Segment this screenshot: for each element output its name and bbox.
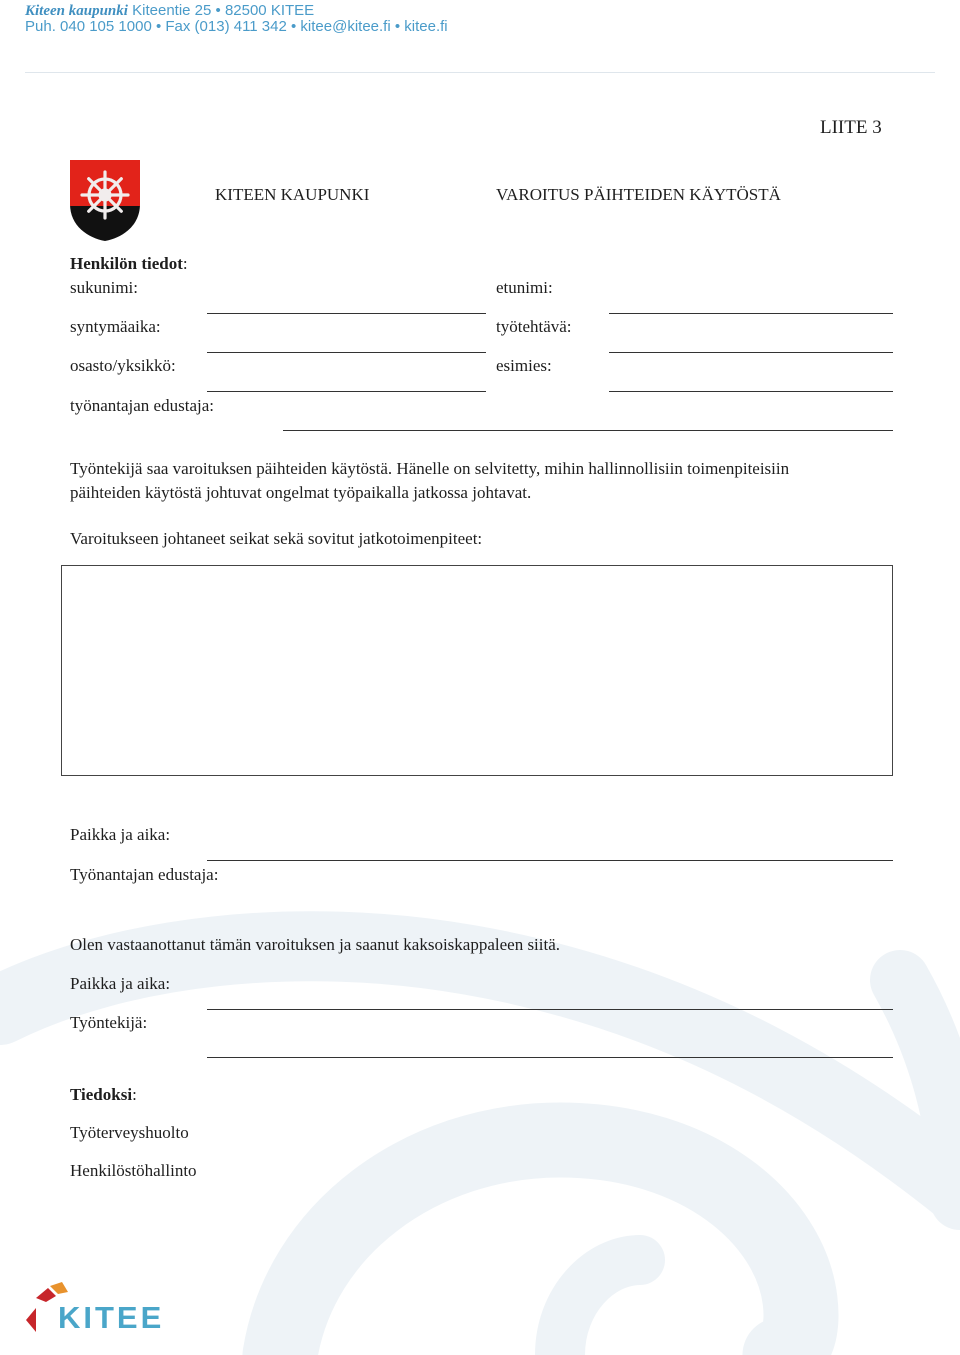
reasons-label: Varoitukseen johtaneet seikat sekä sovitut jatkotoimenpiteet: — [70, 529, 483, 548]
job-title-label: työtehtävä: — [496, 317, 572, 336]
surname-label: sukunimi: — [70, 278, 139, 297]
document-title: VAROITUS PÄIHTEIDEN KÄYTÖSTÄ — [496, 185, 781, 204]
person-heading-colon: : — [182, 254, 188, 273]
receipt-statement: Olen vastaanottanut tämän varoituksen ja saanut kaksoiskappaleen siitä. — [70, 935, 561, 954]
department-field[interactable] — [207, 391, 486, 392]
employer-rep-field[interactable] — [283, 430, 893, 431]
distribution-heading — [70, 1085, 137, 1105]
employer-signature-label: Työnantajan edustaja: — [70, 865, 219, 884]
supervisor-field[interactable] — [609, 391, 893, 392]
distribution-recipient: Työterveyshuolto — [70, 1123, 189, 1142]
distribution-recipient: Henkilöstöhallinto — [70, 1161, 197, 1180]
letterhead-divider — [25, 72, 935, 73]
birth-date-label: syntymäaika: — [70, 317, 161, 336]
attachment-label: LIITE 3 — [820, 117, 882, 138]
letterhead-address: Kiteentie 25 • 82500 KITEE — [132, 2, 315, 19]
distribution-heading-colon: : — [132, 1085, 137, 1104]
footer-logo-text: KITEE — [58, 1300, 165, 1332]
job-title-field[interactable] — [609, 352, 893, 353]
coat-of-arms-icon — [68, 158, 142, 242]
department-label: osasto/yksikkö: — [70, 356, 176, 375]
distribution-heading-text: Tiedoksi — [70, 1085, 133, 1104]
reasons-textarea[interactable] — [61, 565, 893, 776]
receipt-place-date-label: Paikka ja aika: — [70, 974, 171, 993]
employer-place-date-label: Paikka ja aika: — [70, 825, 171, 844]
first-name-label: etunimi: — [496, 278, 553, 297]
employee-signature-field[interactable] — [207, 1057, 893, 1058]
person-section-heading — [70, 254, 188, 274]
birth-date-field[interactable] — [207, 352, 486, 353]
supervisor-label: esimies: — [496, 356, 552, 375]
person-heading-text: Henkilön tiedot — [70, 254, 183, 273]
receipt-place-date-field[interactable] — [207, 1009, 893, 1010]
first-name-field[interactable] — [609, 313, 893, 314]
surname-field[interactable] — [207, 313, 486, 314]
employer-rep-label: työnantajan edustaja: — [70, 396, 214, 415]
employer-place-date-field[interactable] — [207, 860, 893, 861]
employee-signature-label: Työntekijä: — [70, 1013, 148, 1032]
organization-name: KITEEN KAUPUNKI — [215, 185, 370, 204]
kitee-logo-icon — [22, 1280, 182, 1332]
letterhead-contacts: Puh. 040 105 1000 • Fax (013) 411 342 • kitee@kitee.fi • kitee.fi — [25, 18, 448, 35]
warning-paragraph: Työntekijä saa varoituksen päihteiden käytöstä. Hänelle on selvitetty, mihin hallinnollisiin toimenpiteisiin päihteiden käytöstä johtuvat ongelmat työpaikalla jatkossa johtavat. — [70, 459, 790, 502]
letterhead-brand: Kiteen kaupunki — [25, 3, 128, 19]
